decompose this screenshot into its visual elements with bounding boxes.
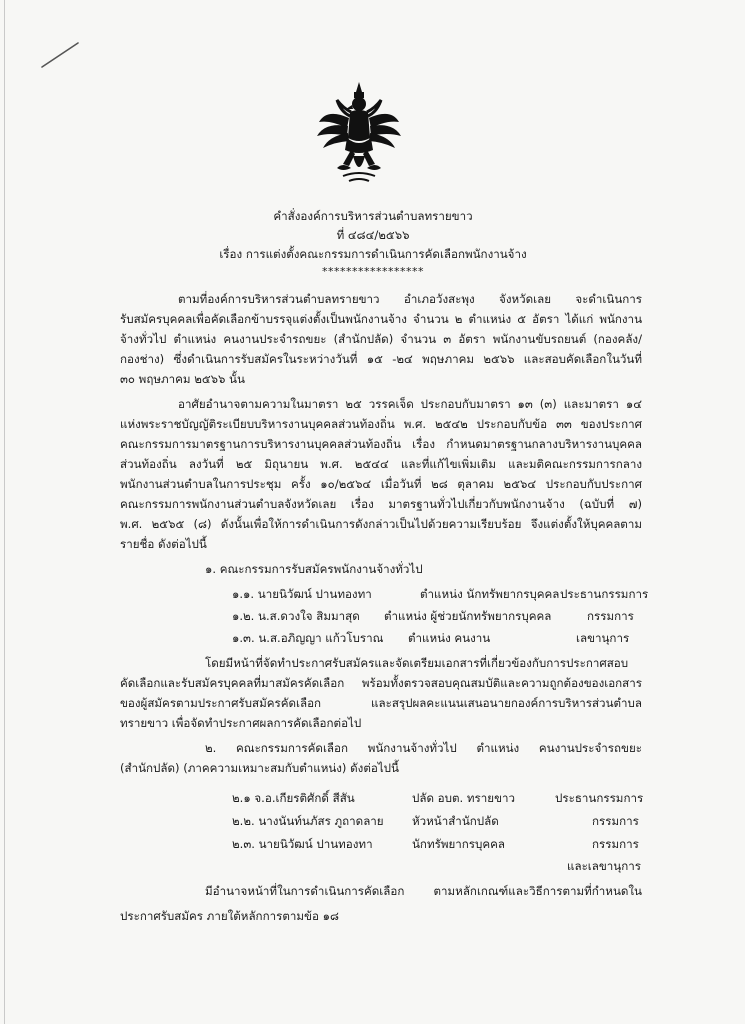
- paragraph-line: กองช่าง) ซึ่งดำเนินการรับสมัครในระหว่างวันที่ ๑๕ -๒๔ พฤษภาคม ๒๕๖๖ และสอบคัดเลือกในวันที่: [120, 352, 642, 366]
- paragraph-line: ประกาศรับสมัคร ภายใต้หลักการตามข้อ ๑๘: [120, 909, 339, 923]
- paragraph-line: ตามที่องค์การบริหารส่วนตำบลทรายขาว อำเภอวังสะพุง จังหวัดเลย จะดำเนินการ: [178, 292, 642, 306]
- member-name: ๒.๑ จ.อ.เกียรติศักดิ์ สีสัน: [232, 791, 355, 805]
- member-position: หัวหน้าสำนักปลัด: [412, 814, 499, 828]
- paragraph-line: คัดเลือกและรับสมัครบุคคลที่มาสมัครคัดเลือก พร้อมทั้งตรวจสอบคุณสมบัติและความถูกต้องของเอกสาร: [120, 676, 642, 690]
- member-name: ๑.๒. น.ส.ดวงใจ สิมมาสุด: [232, 609, 360, 623]
- separator-stars: *****************: [322, 265, 424, 278]
- org-title: คำสั่งองค์การบริหารส่วนตำบลทรายขาว: [273, 209, 473, 223]
- paragraph-line: พนักงานส่วนตำบลในการประชุม ครั้ง ๑๐/๒๕๖๔ เมื่อวันที่ ๒๘ ตุลาคม ๒๕๖๔ ประกอบกับประกาศ: [120, 477, 642, 491]
- member-position: ตำแหน่ง คนงาน: [408, 631, 491, 645]
- member-role: กรรมการ: [587, 609, 634, 623]
- member-name: ๒.๓. นายนิวัฒน์ ปานทองทา: [232, 837, 373, 851]
- order-subject: เรื่อง การแต่งตั้งคณะกรรมการดำเนินการคัดเลือกพนักงานจ้าง: [219, 247, 527, 261]
- member-name: ๑.๑. นายนิวัฒน์ ปานทองทา: [232, 587, 372, 601]
- pen-stroke-mark: [40, 40, 80, 70]
- member-position: ตำแหน่ง ผู้ช่วยนักทรัพยากรบุคคล: [384, 609, 552, 623]
- member-role: เลขานุการ: [576, 631, 630, 645]
- paragraph-line: แห่งพระราชบัญญัติระเบียบบริหารงานบุคคลส่วนท้องถิ่น พ.ศ. ๒๕๔๒ ประกอบกับข้อ ๓๓ ของประกาศ: [120, 417, 642, 431]
- member-role: กรรมการ: [592, 814, 639, 828]
- paragraph-line: รับสมัครบุคคลเพื่อคัดเลือกข้าบรรจุแต่งตั้งเป็นพนักงานจ้าง จำนวน ๒ ตำแหน่ง ๕ อัตรา ได้แก่ พนักงาน: [120, 312, 642, 326]
- committee-2-heading-cont: (สำนักปลัด) (ภาคความเหมาะสมกับตำแหน่ง) ดังต่อไปนี้: [120, 761, 399, 775]
- garuda-emblem-icon: [313, 78, 405, 186]
- paragraph-line: อาศัยอำนาจตามความในมาตรา ๒๕ วรรคเจ็ด ประกอบกับมาตรา ๑๓ (๓) และมาตรา ๑๔: [178, 397, 642, 411]
- paragraph-line: ทรายขาว เพื่อจัดทำประกาศผลการคัดเลือกต่อไป: [120, 716, 362, 730]
- member-position: ตำแหน่ง นักทรัพยากรบุคคล: [420, 587, 560, 601]
- member-role-cont: และเลขานุการ: [567, 859, 641, 873]
- paragraph-line: มีอำนาจหน้าที่ในการดำเนินการคัดเลือก ตามหลักเกณฑ์และวิธีการตามที่กำหนดใน: [205, 884, 642, 898]
- paragraph-line: พ.ศ. ๒๕๖๕ (๘) ดังนั้นเพื่อให้การดำเนินการดังกล่าวเป็นไปด้วยความเรียบร้อย จึงแต่งตั้งให้บุคคลตาม: [120, 517, 642, 531]
- scan-edge-line: [4, 0, 5, 1024]
- order-number: ที่ ๔๘๔/๒๕๖๖: [336, 228, 410, 242]
- paragraph-line: คณะกรรมการมาตรฐานการบริหารงานบุคคลส่วนท้องถิ่น เรื่อง กำหนดมาตรฐานกลางบริหารงานบุคคล: [120, 437, 642, 451]
- paragraph-line: คณะกรรมการพนักงานส่วนตำบลจังหวัดเลย เรื่อง มาตรฐานทั่วไปเกี่ยวกับพนักงานจ้าง (ฉบับที่ ๗): [120, 497, 642, 511]
- paragraph-line: โดยมีหน้าที่จัดทำประกาศรับสมัครและจัดเตรียมเอกสารที่เกี่ยวข้องกับการประกาศสอบ: [205, 656, 629, 670]
- committee-2-heading: ๒. คณะกรรมการคัดเลือก พนักงานจ้างทั่วไป ตำแหน่ง คนงานประจำรถขยะ: [205, 741, 642, 755]
- member-name: ๑.๓. น.ส.อภิญญา แก้วโบราณ: [232, 631, 384, 645]
- paragraph-line: รายชื่อ ดังต่อไปนี้: [120, 537, 207, 551]
- committee-1-heading: ๑. คณะกรรมการรับสมัครพนักงานจ้างทั่วไป: [205, 562, 423, 576]
- paragraph-line: จ้างทั่วไป ตำแหน่ง คนงานประจำรถขยะ (สำนักปลัด) จำนวน ๓ อัตรา พนักงานขับรถยนต์ (กองคลัง/: [120, 332, 642, 346]
- member-role: ประธานกรรมการ: [555, 791, 644, 805]
- member-role: ประธานกรรมการ: [560, 587, 649, 601]
- member-position: ปลัด อบต. ทรายขาว: [412, 791, 516, 805]
- paragraph-line: ของผู้สมัครตามประกาศรับสมัครคัดเลือก และสรุปผลคะแนนเสนอนายกองค์การบริหารส่วนตำบล: [120, 696, 642, 710]
- paragraph-line: ๓๐ พฤษภาคม ๒๕๖๖ นั้น: [120, 372, 245, 386]
- member-position: นักทรัพยากรบุคคล: [412, 837, 505, 851]
- member-name: ๒.๒. นางนันท์นภัสร ภูถาดลาย: [232, 814, 384, 828]
- member-role: กรรมการ: [592, 837, 639, 851]
- paragraph-line: ส่วนท้องถิ่น ลงวันที่ ๒๕ มิถุนายน พ.ศ. ๒๕๔๔ และที่แก้ไขเพิ่มเติม และมติคณะกรรมการกลาง: [120, 457, 642, 471]
